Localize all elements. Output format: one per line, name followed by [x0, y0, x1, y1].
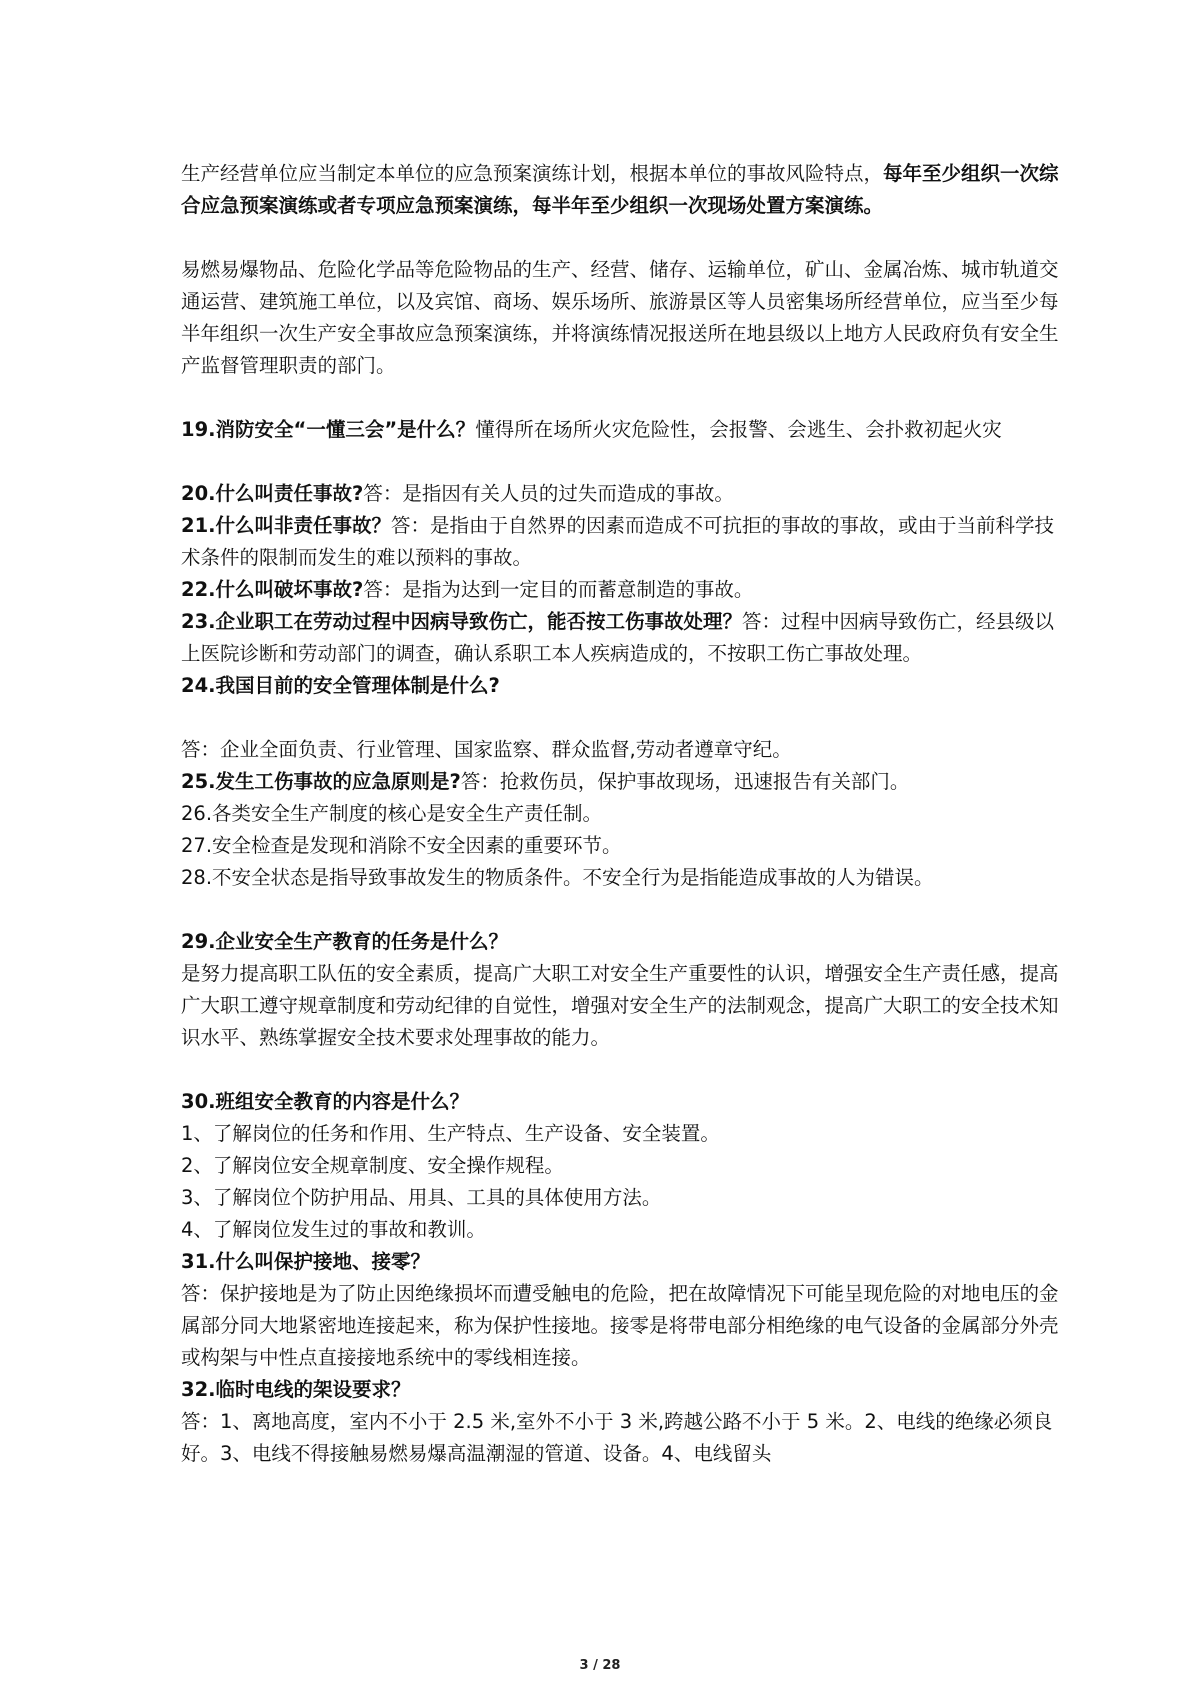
bold-text: 25.发生工伤事故的应急原则是?: [181, 770, 461, 793]
paragraph: [181, 606, 1061, 670]
paragraph-gap: [181, 446, 1061, 478]
body-text: 答：抢救伤员，保护事故现场，迅速报告有关部门。: [460, 770, 910, 793]
paragraph: [181, 574, 1061, 606]
body-text: 答：保护接地是为了防止因绝缘损坏而遭受触电的危险，把在故障情况下可能呈现危险的对地电压的金属部分同大地紧密地连接起来，称为保护性接地。接零是将带电部分相绝缘的电气设备的金属部分外壳或构架与中性点直接接地系统中的零线相连接。: [181, 1282, 1059, 1369]
paragraph: [181, 510, 1061, 574]
body-text: 生产经营单位应当制定本单位的应急预案演练计划，根据本单位的事故风险特点，: [181, 162, 884, 185]
body-text: 28.不安全状态是指导致事故发生的物质条件。不安全行为是指能造成事故的人为错误。: [181, 866, 934, 889]
paragraph-gap: [181, 894, 1061, 926]
body-text: 答：过程中因病导致伤亡，经县级以上医院诊断和劳动部门的调查，确认系职工本人疾病造成的，不按职工伤亡事故处理。: [181, 610, 1055, 665]
paragraph-gap: [181, 222, 1061, 254]
paragraph: [181, 1118, 1061, 1150]
body-text: 3、了解岗位个防护用品、用具、工具的具体使用方法。: [181, 1186, 662, 1209]
paragraph: [181, 862, 1061, 894]
paragraph: [181, 798, 1061, 830]
body-text: 答：是指由于自然界的因素而造成不可抗拒的事故的事故，或由于当前科学技术条件的限制而发生的难以预料的事故。: [181, 514, 1055, 569]
paragraph: [181, 478, 1061, 510]
paragraph: [181, 1278, 1061, 1374]
body-text: 答：1、离地高度，室内不小于 2.5 米,室外不小于 3 米,跨越公路不小于 5 米。2、电线的绝缘必须良好。3、电线不得接触易燃易爆高温潮湿的管道、设备。4、电线留头: [181, 1410, 1053, 1465]
paragraph: [181, 1182, 1061, 1214]
bold-text: 21.什么叫非责任事故？: [181, 514, 392, 537]
paragraph: [181, 254, 1061, 382]
paragraph: [181, 1086, 1061, 1118]
bold-text: 32.临时电线的架设要求？: [181, 1378, 411, 1401]
bold-text: 23.企业职工在劳动过程中因病导致伤亡，能否按工伤事故处理？: [181, 610, 743, 633]
page-number: 3 / 28: [579, 1658, 621, 1673]
body-text: 懂得所在场所火灾危险性，会报警、会逃生、会扑救初起火灾: [475, 418, 1002, 441]
paragraph-gap: [181, 702, 1061, 734]
bold-text: 每年至少组织一次综合应急预案演练或者专项应急预案演练，每半年至少组织一次现场处置方案演练。: [181, 162, 1059, 217]
paragraph: [181, 1374, 1061, 1406]
body-text: 易燃易爆物品、危险化学品等危险物品的生产、经营、储存、运输单位，矿山、金属冶炼、城市轨道交通运营、建筑施工单位，以及宾馆、商场、娱乐场所、旅游景区等人员密集场所经营单位，应当至少每半年组织一次生产安全事故应急预案演练，并将演练情况报送所在地县级以上地方人民政府负有安全生产监督管理职责的部门。: [181, 258, 1059, 377]
bold-text: 31.什么叫保护接地、接零？: [181, 1250, 431, 1273]
bold-text: 24.我国目前的安全管理体制是什么?: [181, 674, 500, 697]
paragraph: [181, 926, 1061, 958]
paragraph: [181, 830, 1061, 862]
paragraph: [181, 958, 1061, 1054]
body-text: 26.各类安全生产制度的核心是安全生产责任制。: [181, 802, 603, 825]
bold-text: 19.消防安全“一懂三会”是什么？: [181, 418, 476, 441]
body-text: 答：企业全面负责、行业管理、国家监察、群众监督,劳动者遵章守纪。: [181, 738, 792, 761]
paragraph: [181, 734, 1061, 766]
body-text: 4、了解岗位发生过的事故和教训。: [181, 1218, 486, 1241]
bold-text: 22.什么叫破坏事故?: [181, 578, 364, 601]
paragraph: [181, 414, 1061, 446]
document-body: [181, 158, 1061, 1470]
body-text: 答：是指为达到一定目的而蓄意制造的事故。: [363, 578, 754, 601]
body-text: 答：是指因有关人员的过失而造成的事故。: [363, 482, 734, 505]
paragraph-gap: [181, 382, 1061, 414]
body-text: 1、了解岗位的任务和作用、生产特点、生产设备、安全装置。: [181, 1122, 720, 1145]
body-text: 是努力提高职工队伍的安全素质，提高广大职工对安全生产重要性的认识，增强安全生产责任感，提高广大职工遵守规章制度和劳动纪律的自觉性，增强对安全生产的法制观念，提高广大职工的安全技术知识水平、熟练掌握安全技术要求处理事故的能力。: [181, 962, 1059, 1049]
body-text: 27.安全检查是发现和消除不安全因素的重要环节。: [181, 834, 622, 857]
body-text: 2、了解岗位安全规章制度、安全操作规程。: [181, 1154, 564, 1177]
paragraph: [181, 766, 1061, 798]
paragraph: [181, 670, 1061, 702]
paragraph: [181, 1406, 1061, 1470]
paragraph: [181, 1214, 1061, 1246]
bold-text: 20.什么叫责任事故?: [181, 482, 364, 505]
paragraph-gap: [181, 1054, 1061, 1086]
bold-text: 29.企业安全生产教育的任务是什么？: [181, 930, 509, 953]
paragraph: [181, 158, 1061, 222]
bold-text: 30.班组安全教育的内容是什么？: [181, 1090, 470, 1113]
paragraph: [181, 1150, 1061, 1182]
paragraph: [181, 1246, 1061, 1278]
